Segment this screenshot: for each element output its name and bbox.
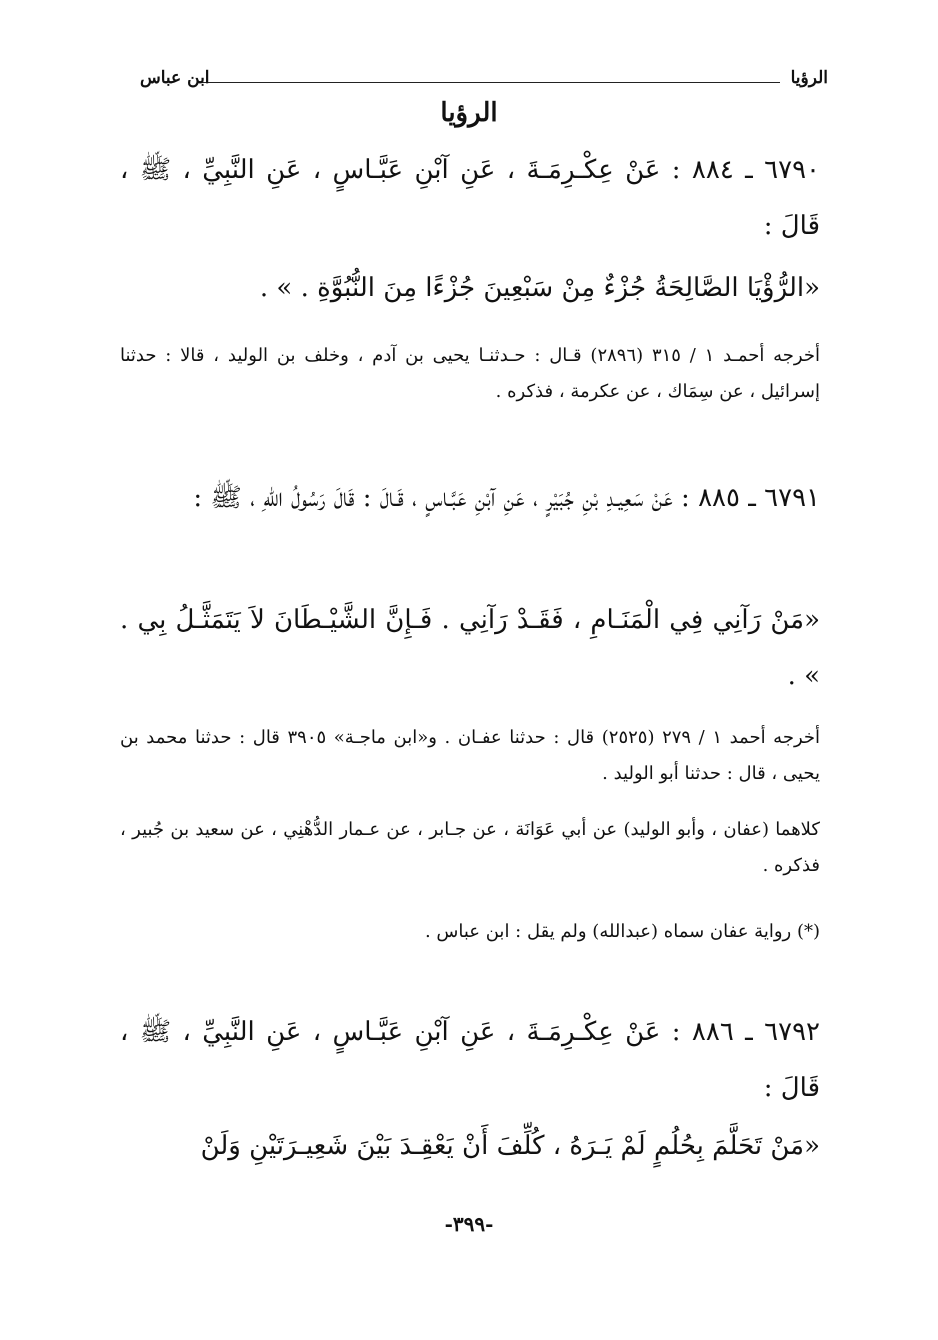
header-rule — [200, 82, 780, 83]
hadith-text: ٦٧٩٠ ـ ٨٨٤ : عَنْ عِكْـرِمَـةَ ، عَنِ آبْنِ عَبَّـاسٍ ، عَنِ النَّبِيِّ ، ﷺ ، قَالَ : — [120, 155, 820, 241]
running-header-chapter: الرؤيا — [790, 68, 828, 88]
hadith-quote: «الرُّؤْيَا الصَّالِحَةُ جُزْءٌ مِنْ سَبْعِينَ جُزْءًا مِنَ النُّبُوَّةِ . » . — [259, 273, 820, 303]
hadith-note: كلاهما (عفان ، وأبو الوليد) عن أبي عَوَانَة ، عن جـابر ، عن عـمار الدُّهْنِي ، عن سعيد بن جُبير ، فذكره . — [120, 819, 820, 876]
section-title: الرؤيا — [440, 98, 498, 128]
hadith-footnote: (*) رواية عفان سماه (عبدالله) ولم يقل : ابن عباس . — [424, 921, 820, 942]
hadith-text: ٦٧٩١ ـ ٨٨٥ : عَنْ سَعِيـدِ بْنِ جُبَيْرٍ ، عَنِ آبْنِ عَبَّـاسٍ ، قَـالَ : قَالَ رَسُولُ اللّهِ ، ﷺ : — [193, 483, 820, 513]
hadith-note: أخرجه أحمـد ١ / ٣١٥ (٢٨٩٦) قـال : حـدثنـا يحيى بن آدم ، وخلف بن الوليد ، قالا : حدثنا إسرائيل ، عن سِمَاك ، عن عكرمة ، فذكره . — [120, 345, 820, 402]
page-number: -٣٩٩- — [444, 1212, 494, 1236]
hadith-quote: «مَنْ رَآنِي فِي الْمَنَـامِ ، فَقَـدْ رَآنِي . فَـإِنَّ الشَّيْـطَانَ لاَ يَتَمَثَّـلُ بِي . » . — [120, 605, 820, 691]
hadith-note: أخرجه أحمد ١ / ٢٧٩ (٢٥٢٥) قال : حدثنا عفـان . و«ابن ماجـة» ٣٩٠٥ قال : حدثنا محمد بن يحيى ، قال : حدثنا أبو الوليد . — [120, 727, 821, 784]
hadith-quote: «مَنْ تَحَلَّمَ بِحُلُمٍ لَمْ يَـرَهُ ، كُلِّفَ أَنْ يَعْقِـدَ بَيْنَ شَعِيـرَتَيْنِ وَلَنْ — [200, 1131, 820, 1161]
running-header-companion: ابن عباس — [140, 68, 210, 88]
hadith-text: ٦٧٩٢ ـ ٨٨٦ : عَنْ عِكْـرِمَـةَ ، عَنِ آبْنِ عَبَّـاسٍ ، عَنِ النَّبِيِّ ، ﷺ ، قَالَ : — [120, 1017, 820, 1103]
